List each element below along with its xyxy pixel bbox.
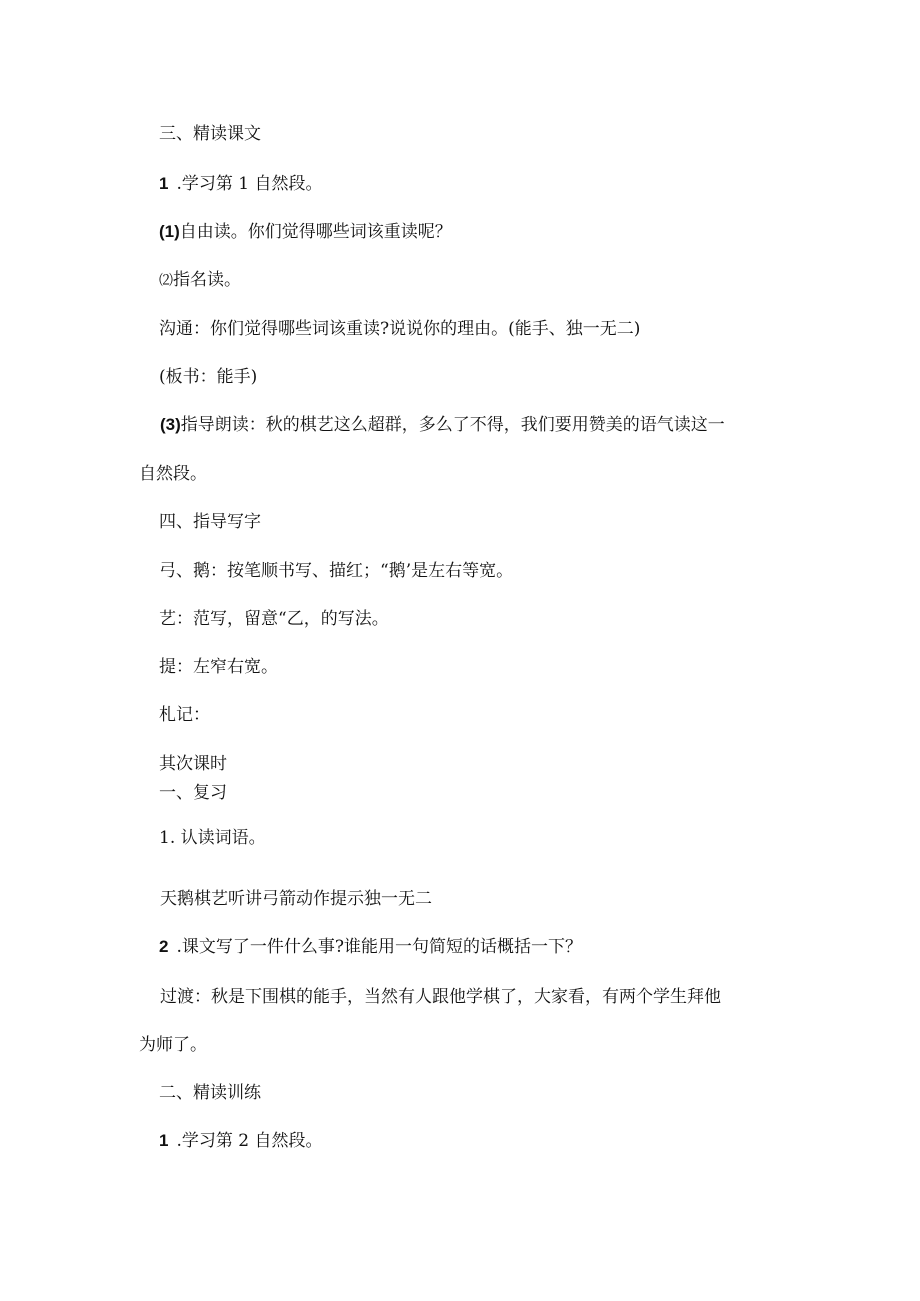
transition-text: 过渡：秋是下围棋的能手，当然有人跟他学棋了，大家看，有两个学生拜他 [160, 987, 721, 1007]
continuation-text: 自然段。 [139, 464, 207, 484]
section-heading-training [0, 1081, 920, 1105]
heading-text: 四、指导写字 [159, 512, 261, 532]
transition-continuation [0, 1033, 920, 1057]
step-number: 1 [159, 1131, 169, 1150]
section-heading-3 [0, 122, 920, 146]
heading-text: 三、精读课文 [159, 124, 261, 144]
item-text: 自由读。你们觉得哪些词该重读呢？ [179, 222, 452, 242]
second-lesson-title [0, 752, 920, 776]
item-text: 指名读。 [173, 270, 241, 290]
step-number: 2 [159, 937, 169, 956]
item-text: 指导朗读：秋的棋艺这么超群，多么了不得，我们要用赞美的语气读这一 [180, 415, 725, 435]
writing-note-ti [0, 655, 920, 679]
review-item-1 [0, 826, 920, 850]
heading-text: 二、精读训练 [159, 1083, 261, 1103]
note-text: 提：左窄右宽。 [159, 657, 278, 677]
item-3-continuation [0, 462, 920, 486]
note-text: 弓、鹅：按笔顺书写、描红；“鹅’是左右等宽。 [159, 561, 514, 581]
note-text: 艺：范写，留意“乙，的写法。 [159, 609, 389, 629]
item-2-named-read [0, 268, 920, 293]
step-number: 1 [159, 174, 169, 193]
discussion-line [0, 317, 920, 341]
section-heading-review [0, 781, 920, 805]
transition-line [0, 985, 920, 1009]
notes-label [0, 703, 920, 727]
heading-text: 一、复习 [159, 783, 227, 803]
writing-note-yi [0, 607, 920, 631]
step-2-summarize [0, 935, 920, 959]
step-1-learn-paragraph-2 [0, 1129, 920, 1153]
step-text: .课文写了一件什么事?谁能用一句简短的话概括一下？ [176, 937, 582, 957]
notes-text: 札记： [159, 705, 210, 725]
blackboard-text: (板书：能手) [159, 367, 258, 387]
discussion-text: 沟通：你们觉得哪些词该重读?说说你的理由。(能手、独一无二) [159, 319, 641, 339]
item-number: (3) [160, 415, 181, 434]
item-number: ⑵ [159, 273, 173, 289]
step-text: .学习第 1 自然段。 [176, 174, 323, 194]
lesson-title-text: 其次课时 [159, 754, 227, 774]
step-1-learn-paragraph-1 [0, 172, 920, 196]
writing-note-gong-e [0, 559, 920, 583]
item-number: (1) [159, 222, 180, 241]
step-text: .学习第 2 自然段。 [176, 1131, 323, 1151]
continuation-text: 为师了。 [139, 1035, 207, 1055]
item-1-free-read [0, 220, 920, 244]
blackboard-note [0, 365, 920, 389]
vocabulary-text: 天鹅棋艺听讲弓箭动作提示独一无二 [160, 889, 432, 909]
section-heading-4 [0, 510, 920, 534]
review-text: 1. 认读词语。 [159, 828, 266, 848]
item-3-guided-read [0, 413, 920, 437]
vocabulary-list [0, 887, 920, 911]
